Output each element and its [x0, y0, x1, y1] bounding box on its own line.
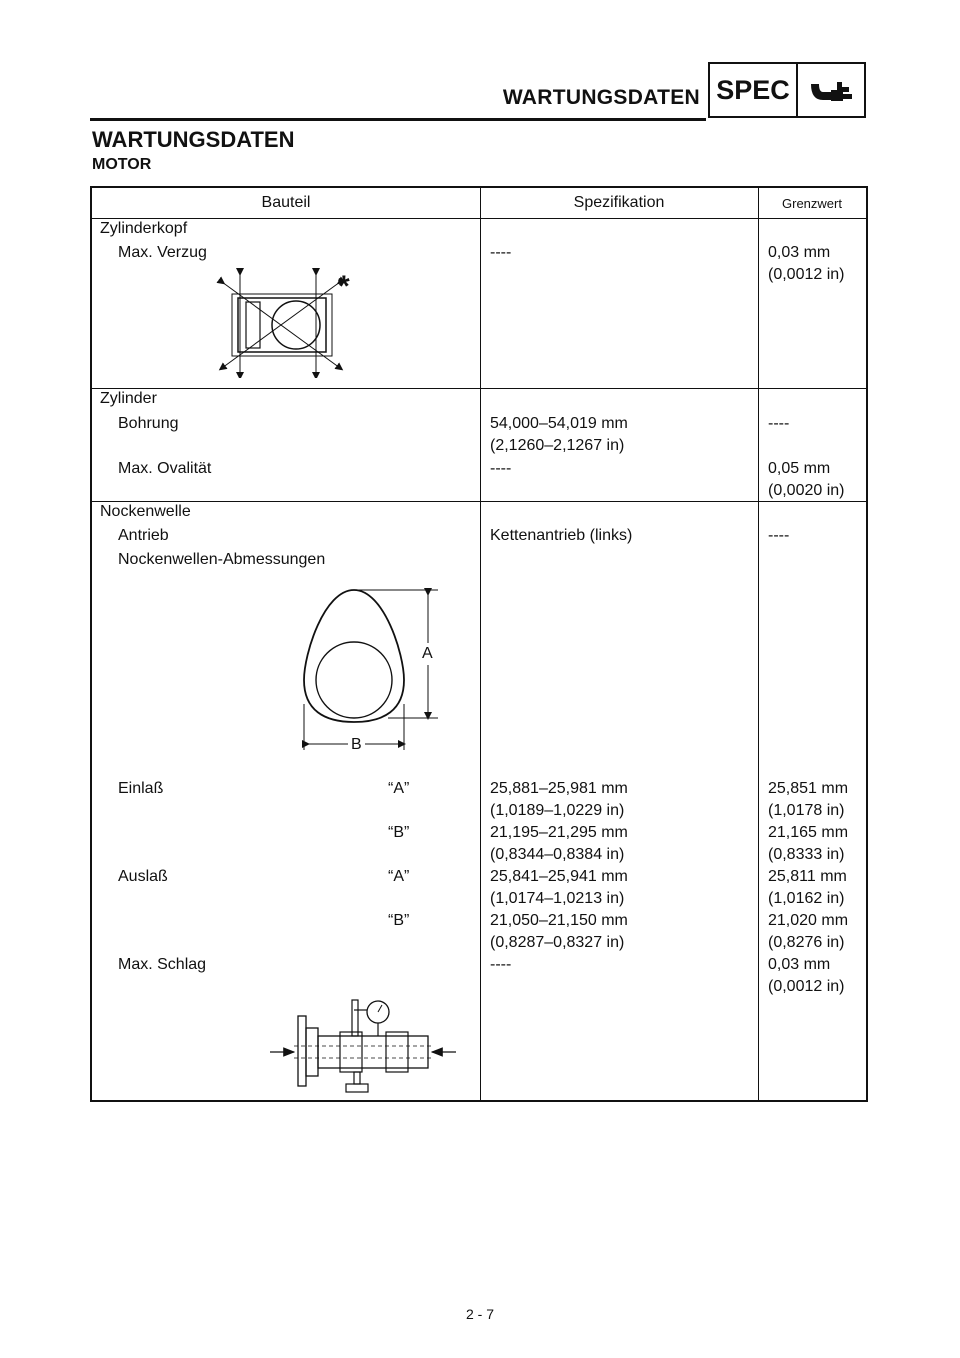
section-subtitle: MOTOR [92, 156, 152, 173]
spec-auslass-b-mm: 21,050–21,150 mm [490, 912, 628, 929]
label-max-verzug: Max. Verzug [118, 244, 207, 261]
spec-max-verzug: ---- [490, 244, 512, 261]
limit-einlass-b-mm: 21,165 mm [768, 824, 849, 841]
limit-auslass-a-in: (1,0162 in) [768, 890, 845, 907]
spec-einlass-a-in: (1,0189–1,0229 in) [490, 802, 625, 819]
spec-auslass-a-mm: 25,841–25,941 mm [490, 868, 628, 885]
group-label-nockenwelle: Nockenwelle [100, 503, 191, 520]
sub-auslass-a: “A” [388, 868, 410, 885]
row-divider [92, 218, 866, 219]
spec-antrieb: Kettenantrieb (links) [490, 527, 633, 544]
spec-label: SPEC [710, 64, 798, 116]
limit-max-schlag-mm: 0,03 mm [768, 956, 831, 973]
limit-auslass-b-in: (0,8276 in) [768, 934, 845, 951]
spec-einlass-a-mm: 25,881–25,981 mm [490, 780, 628, 797]
column-header-bauteil: Bauteil [261, 194, 311, 211]
spec-badge [708, 62, 866, 118]
header-rule [90, 118, 706, 121]
row-divider [92, 388, 866, 389]
spec-einlass-b-in: (0,8344–0,8384 in) [490, 846, 625, 863]
limit-max-ovalitaet-mm: 0,05 mm [768, 460, 831, 477]
spec-table [90, 186, 868, 1102]
header-title: WARTUNGSDATEN [502, 86, 700, 109]
limit-bohrung: ---- [768, 415, 790, 432]
limit-max-verzug-mm: 0,03 mm [768, 244, 831, 261]
spec-bohrung-mm: 54,000–54,019 mm [490, 415, 628, 432]
figure-mark-asterisk: * [338, 270, 350, 303]
wrench-icon [798, 64, 864, 116]
column-header-grenzwert: Grenzwert [782, 196, 842, 211]
column-divider [480, 188, 481, 1100]
spec-bohrung-in: (2,1260–2,1267 in) [490, 437, 625, 454]
page-number: 2 - 7 [465, 1306, 494, 1322]
figure-label-a: A [420, 643, 435, 665]
column-divider [758, 188, 759, 1100]
spec-max-ovalitaet: ---- [490, 460, 512, 477]
cam-lobe-diagram [288, 584, 478, 754]
label-max-ovalitaet: Max. Ovalität [118, 460, 212, 477]
spec-auslass-a-in: (1,0174–1,0213 in) [490, 890, 625, 907]
label-antrieb: Antrieb [118, 527, 169, 544]
sub-auslass-b: “B” [388, 912, 410, 929]
page-title: WARTUNGSDATEN [92, 127, 295, 152]
sub-einlass-b: “B” [388, 824, 410, 841]
limit-antrieb: ---- [768, 527, 790, 544]
column-header-spezifikation: Spezifikation [573, 194, 665, 211]
spec-auslass-b-in: (0,8287–0,8327 in) [490, 934, 625, 951]
limit-einlass-a-mm: 25,851 mm [768, 780, 849, 797]
limit-einlass-a-in: (1,0178 in) [768, 802, 845, 819]
label-auslass: Auslaß [118, 868, 168, 885]
limit-auslass-b-mm: 21,020 mm [768, 912, 849, 929]
limit-max-schlag-in: (0,0012 in) [768, 978, 845, 995]
limit-max-verzug-in: (0,0012 in) [768, 266, 845, 283]
label-nockenwellen-abmessungen: Nockenwellen-Abmessungen [118, 551, 326, 568]
label-max-schlag: Max. Schlag [118, 956, 207, 973]
sub-einlass-a: “A” [388, 780, 410, 797]
figure-label-b: B [348, 734, 365, 756]
row-divider [92, 501, 866, 502]
spec-max-schlag: ---- [490, 956, 512, 973]
limit-einlass-b-in: (0,8333 in) [768, 846, 845, 863]
group-label-zylinder: Zylinder [100, 390, 157, 407]
group-label-zylinderkopf: Zylinderkopf [100, 220, 188, 237]
spec-einlass-b-mm: 21,195–21,295 mm [490, 824, 628, 841]
label-bohrung: Bohrung [118, 415, 179, 432]
limit-max-ovalitaet-in: (0,0020 in) [768, 482, 845, 499]
label-einlass: Einlaß [118, 780, 164, 797]
camshaft-runout-dial-gauge-diagram [268, 994, 458, 1096]
limit-auslass-a-mm: 25,811 mm [768, 868, 847, 885]
